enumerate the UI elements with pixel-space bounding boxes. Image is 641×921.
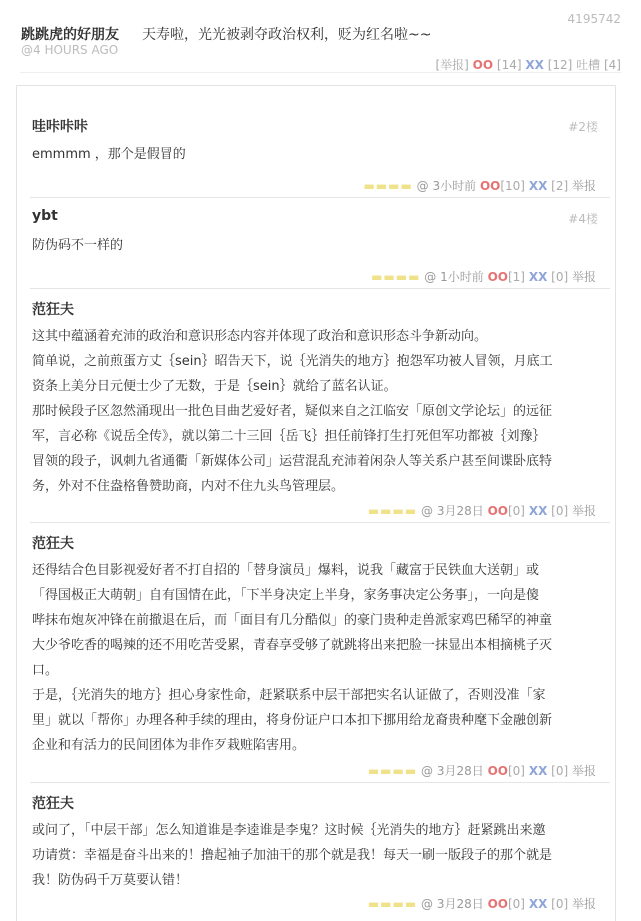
report-link[interactable]: 举报 (571, 270, 596, 284)
comment-line: emmmm ，那个是假冒的 (32, 147, 186, 162)
comment-line: 哔抹布炮灰冲锋在前撤退在后，而「面目有几分酷似」的豪门贵种走兽派家鸡巴稀罕的神童 (32, 613, 553, 628)
comment-body (32, 558, 560, 758)
comment-line: 或问了，「中层干部」怎么知道谁是李逵谁是李鬼？这时候｛光消失的地方｝赶紧跳出来邀 (32, 823, 546, 838)
comment-body (32, 233, 131, 258)
post-time: @4 HOURS AGO (21, 43, 119, 57)
post-actions (435, 56, 621, 73)
header-divider (20, 72, 621, 73)
post-author[interactable]: 跳跳虎的好朋友 (21, 27, 119, 43)
xx-count: [0] (551, 270, 569, 284)
oo-button[interactable]: OO (487, 764, 508, 778)
comment-footer (368, 762, 596, 779)
comment-item (30, 783, 610, 921)
oo-count: [1] (507, 270, 525, 284)
comment-body (32, 818, 560, 893)
comment-author[interactable]: 范狂夫 (32, 536, 74, 552)
xx-count: [0] (551, 897, 569, 911)
comment-item (30, 86, 610, 198)
comment-line: 还得结合色目影视爱好者不打自招的「替身演员」爆料，说我「藏富于民铁血大送朝」或 (32, 563, 540, 578)
at-symbol: @ (421, 504, 434, 518)
oo-count: [0] (507, 504, 525, 518)
tucao-button[interactable]: 吐槽 [4] (576, 58, 621, 72)
comment-line: 军，言必称《说岳全传》，就以第二十三回｛岳飞｝担任前锋打生打死但军功都被｛刘豫｝ (32, 429, 546, 444)
xx-count: [0] (551, 764, 569, 778)
comment-line: 冒领的段子，讽刺九省通衢「新媒体公司」运营混乱充沛着闲杂人等关系户甚至间谍卧底特 (32, 454, 553, 469)
xx-button[interactable]: XX (528, 764, 548, 778)
comment-time: 3月28日 (436, 504, 484, 518)
comment-line: 那时候段子区忽然涌现出一批色目曲艺爱好者，疑似来自之江临安「原创文学论坛」的远征 (32, 404, 553, 419)
comment-footer (368, 895, 596, 912)
highlight-mark: ▬▬▬▬ (367, 504, 418, 518)
comment-line: 这其中蕴涵着充沛的政治和意识形态内容并体现了政治和意识形态斗争新动向。 (32, 329, 488, 344)
highlight-mark: ▬▬▬▬ (367, 764, 418, 778)
comment-line: 企业和有活力的民间团体为非作歹栽赃陷害用。 (32, 738, 306, 753)
xx-count: [2] (551, 179, 569, 193)
comment-line: 大少爷吃香的喝辣的还不用吃苦受累，青春享受够了就跳将出来把脸一抹显出本相摘桃子灭 (32, 638, 553, 653)
comment-author[interactable]: 哇咔咔咔 (32, 119, 88, 135)
comment-author[interactable]: 范狂夫 (32, 796, 74, 812)
comments-list (16, 85, 616, 921)
comment-time: 3月28日 (436, 764, 484, 778)
comment-line: 防伪码不一样的 (32, 238, 124, 253)
comment-line: 简单说，之前煎蛋方丈｛sein｝昭告天下，说｛光消失的地方｝抱怨军功被人冒领，月底工 (32, 354, 553, 369)
xx-button[interactable]: XX (528, 897, 548, 911)
oo-count: [0] (507, 897, 525, 911)
comment-line: 口。 (32, 663, 59, 678)
comment-item (30, 198, 610, 289)
xx-count: [0] (551, 504, 569, 518)
at-symbol: @ (424, 270, 437, 284)
comment-line: 资条上美分日元便士少了无数，于是｛sein｝就给了蓝名认证。 (32, 379, 397, 394)
post-id[interactable]: 4195742 (567, 12, 621, 26)
xx-button[interactable]: XX (528, 270, 548, 284)
report-link[interactable]: 举报 (571, 179, 596, 193)
comment-item (30, 523, 610, 783)
oo-count: [10] (500, 179, 525, 193)
oo-count: [14] (496, 58, 522, 72)
comment-author[interactable]: ybt (32, 208, 58, 224)
oo-button[interactable]: OO (479, 179, 501, 193)
comment-line: 务，外对不住盎格鲁赞助商，内对不住九头鸟管理层。 (32, 479, 345, 494)
comment-time: 3月28日 (436, 897, 484, 911)
comment-footer (363, 177, 596, 194)
comment-footer (368, 502, 596, 519)
highlight-mark: ▬▬▬▬ (371, 270, 421, 284)
comment-time: 3小时前 (432, 179, 477, 193)
xx-button[interactable]: XX (528, 504, 548, 518)
comment-line: 里」就以「帮你」办理各种手续的理由，将身份证户口本扣下挪用给龙裔贵种麾下金融创新 (32, 713, 553, 728)
comment-time: 1小时前 (440, 270, 484, 284)
report-link[interactable]: 举报 (571, 764, 596, 778)
report-link[interactable]: 举报 (571, 504, 596, 518)
at-symbol: @ (416, 179, 429, 193)
comment-line: 功请赏：幸福是奋斗出来的！撸起袖子加油干的那个就是我！每天一刷一版段子的那个就是 (32, 848, 553, 863)
comment-body (32, 142, 194, 167)
comment-floor: #4楼 (568, 212, 598, 226)
comment-line: 我！防伪码千万莫要认错！ (32, 873, 189, 888)
comment-author[interactable]: 范狂夫 (32, 302, 74, 318)
at-symbol: @ (421, 764, 434, 778)
comment-item (30, 289, 610, 523)
oo-count: [0] (507, 764, 525, 778)
at-symbol: @ (421, 897, 434, 911)
comment-floor: #2楼 (568, 120, 598, 134)
post-header (0, 0, 641, 57)
highlight-mark: ▬▬▬▬ (363, 179, 413, 193)
xx-button[interactable]: XX (528, 179, 548, 193)
report-link[interactable]: [举报] (435, 58, 469, 72)
oo-button[interactable]: OO (472, 58, 494, 72)
report-link[interactable]: 举报 (571, 897, 596, 911)
xx-count: [12] (547, 58, 573, 72)
oo-button[interactable]: OO (487, 897, 508, 911)
xx-button[interactable]: XX (525, 58, 544, 72)
oo-button[interactable]: OO (487, 504, 508, 518)
comment-body (32, 324, 561, 499)
comment-line: 「得国极正大萌朝」自有国情在此，「下半身决定上半身，家务事决定公务事」，一向是傻 (32, 588, 540, 603)
comment-footer (371, 268, 596, 285)
oo-button[interactable]: OO (487, 270, 508, 284)
comment-line: 于是，｛光消失的地方｝担心身家性命，赶紧联系中层干部把实名认证做了，否则没准「家 (32, 688, 546, 703)
post-text: 天寿啦，光光被剥夺政治权利，贬为红名啦~~ (142, 27, 432, 43)
highlight-mark: ▬▬▬▬ (367, 897, 418, 911)
